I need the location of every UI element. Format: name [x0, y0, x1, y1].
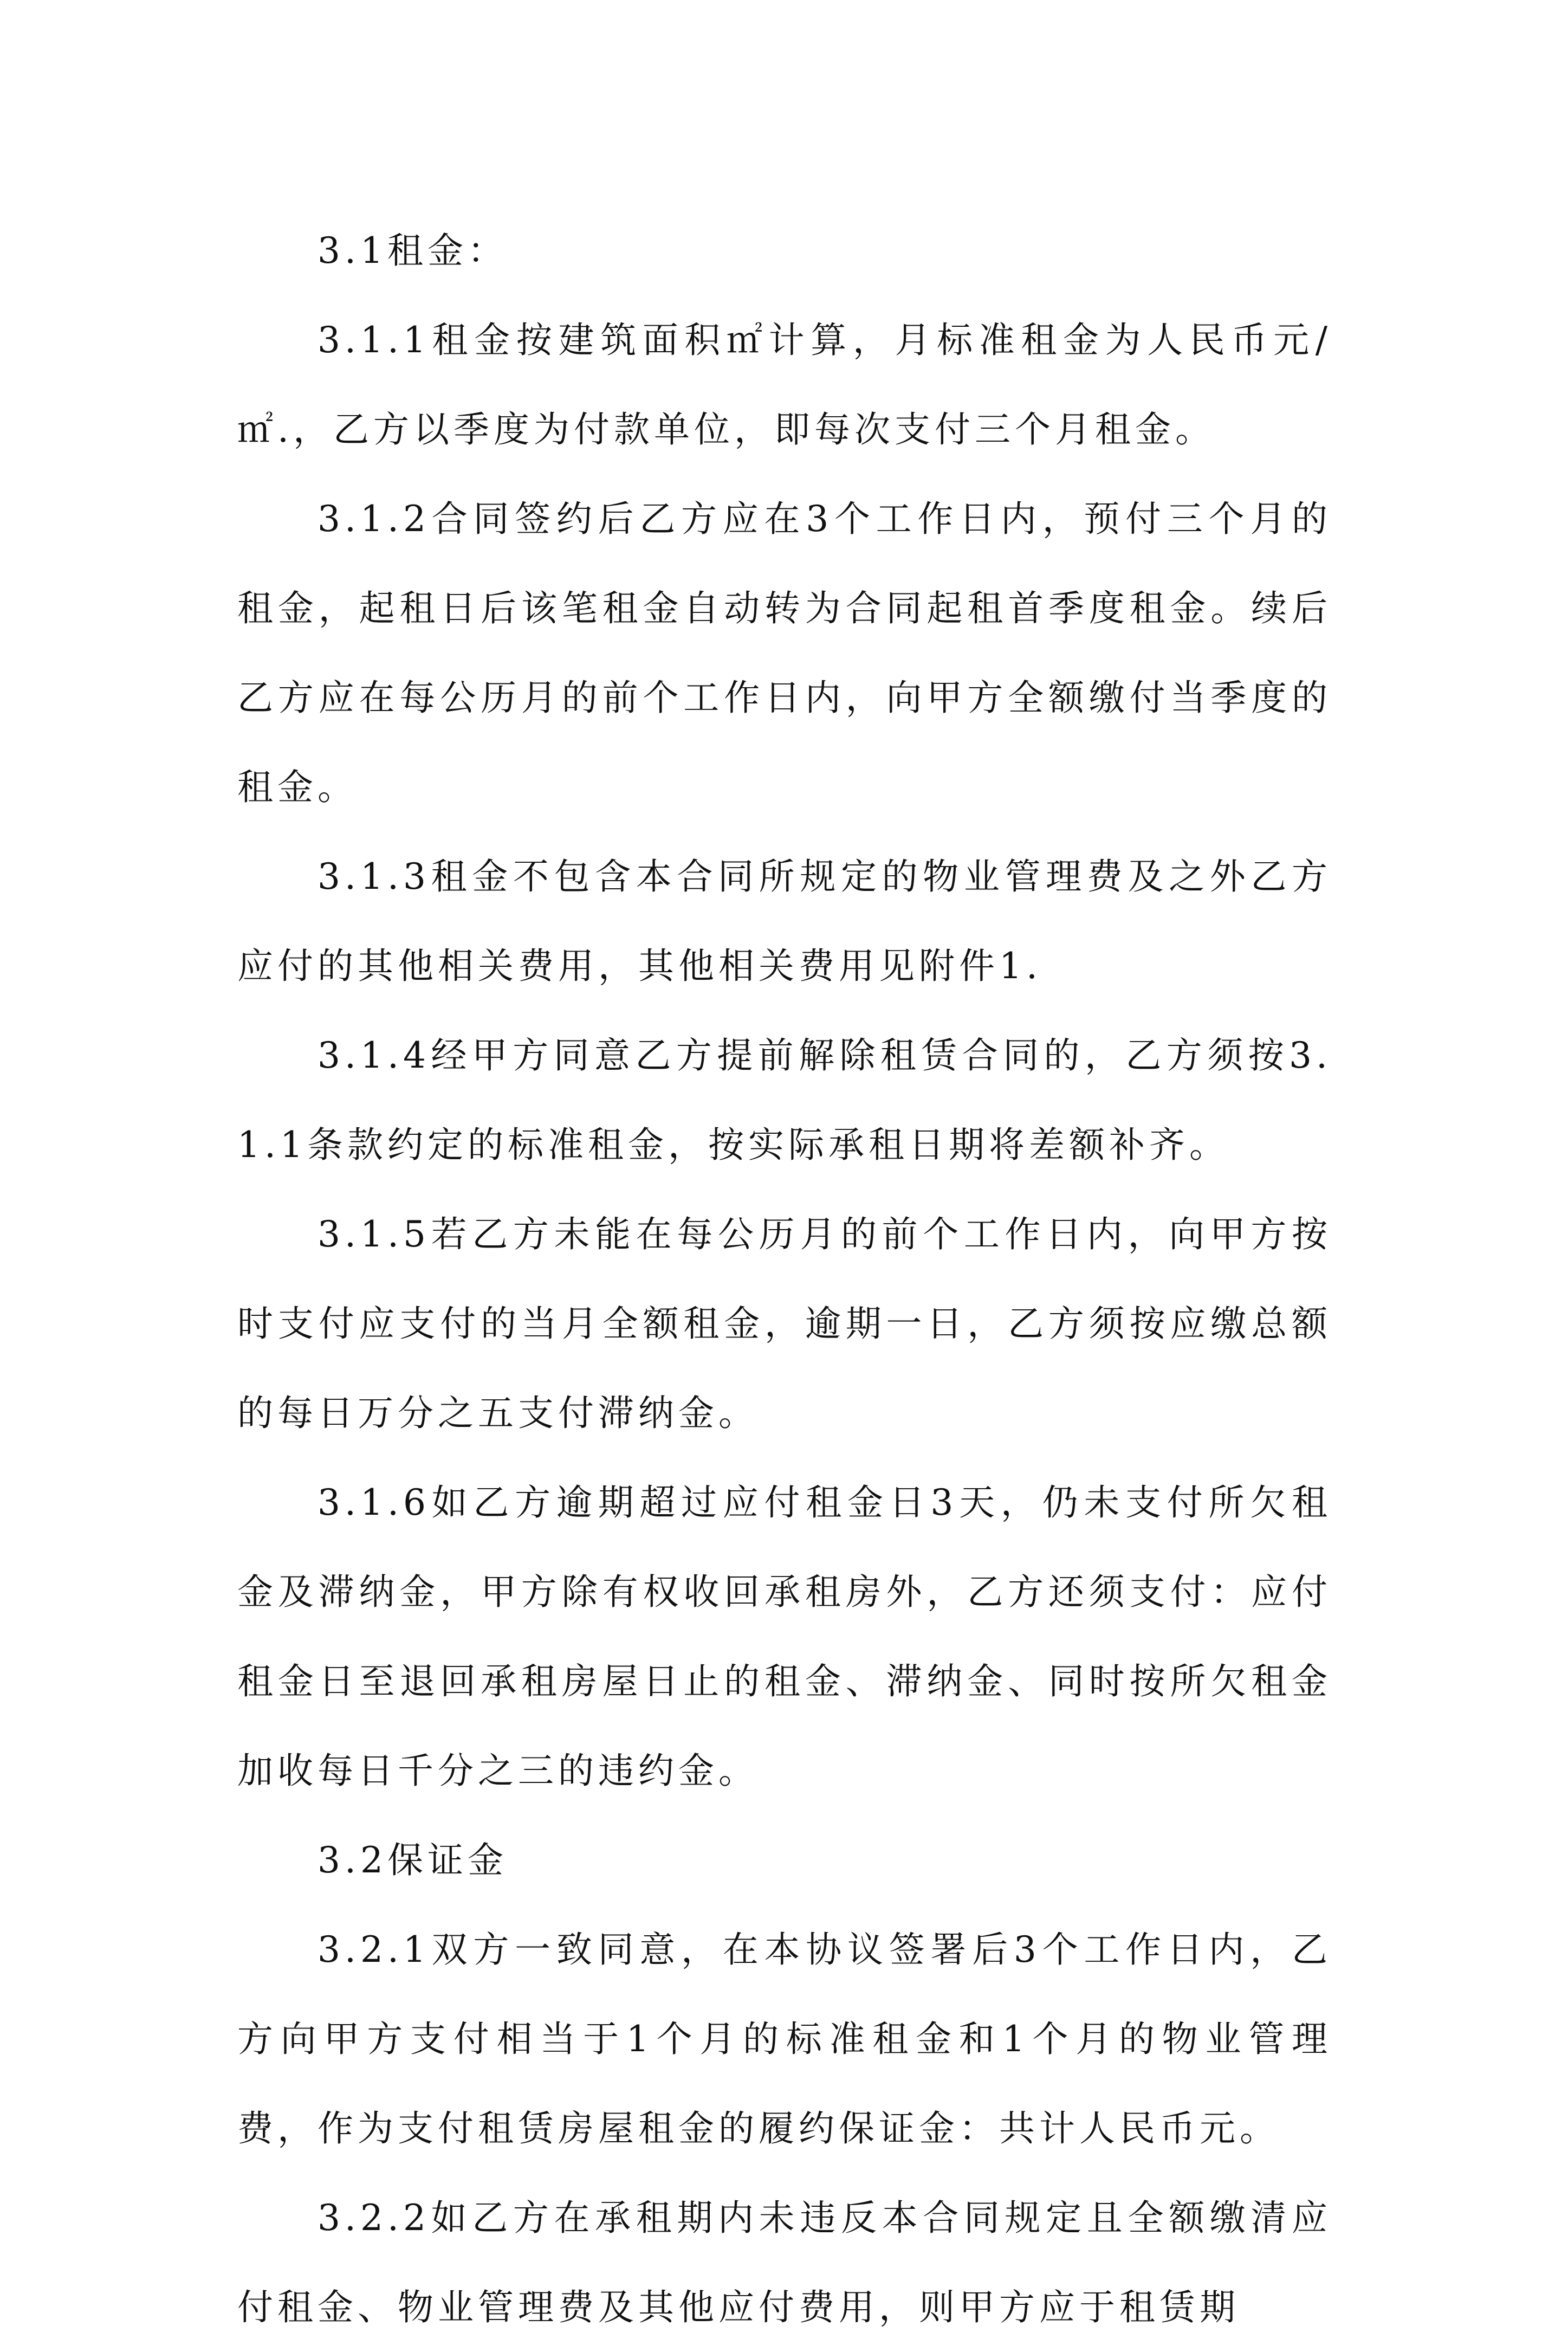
- clause-3-1-1: 3.1.1租金按建筑面积㎡计算，月标准租金为人民币元/㎡.，乙方以季度为付款单位，即每次支付三个月租金。: [237, 319, 1332, 450]
- clause-3-1-4: 3.1.4经甲方同意乙方提前解除租赁合同的，乙方须按3.1.1条款约定的标准租金，按实际承租日期将差额补齐。: [237, 1035, 1332, 1166]
- document-body: [237, 206, 1332, 2352]
- clause-3-2-2: 3.2.2如乙方在承租期内未违反本合同规定且全额缴清应付租金、物业管理费及其他应付费用，则甲方应于租赁期: [237, 2197, 1332, 2328]
- clause-3-1-2: 3.1.2合同签约后乙方应在3个工作日内，预付三个月的租金，起租日后该笔租金自动转为合同起租首季度租金。续后乙方应在每公历月的前个工作日内，向甲方全额缴付当季度的租金。: [237, 498, 1332, 808]
- section-3-1-heading: 3.1租金：: [318, 230, 508, 272]
- clause-3-1-3: 3.1.3租金不包含本合同所规定的物业管理费及之外乙方应付的其他相关费用，其他相关费用见附件1.: [237, 856, 1332, 987]
- clause-3-1-5: 3.1.5若乙方未能在每公历月的前个工作日内，向甲方按时支付应支付的当月全额租金，逾期一日，乙方须按应缴总额的每日万分之五支付滞纳金。: [237, 1213, 1332, 1434]
- clause-3-2-1: 3.2.1双方一致同意，在本协议签署后3个工作日内，乙方向甲方支付相当于1个月的标准租金和1个月的物业管理费，作为支付租赁房屋租金的履约保证金：共计人民币元。: [237, 1929, 1332, 2149]
- section-3-2-heading: 3.2保证金: [318, 1839, 508, 1881]
- clause-3-1-6: 3.1.6如乙方逾期超过应付租金日3天，仍未支付所欠租金及滞纳金，甲方除有权收回承租房外，乙方还须支付：应付租金日至退回承租房屋日止的租金、滞纳金、同时按所欠租金加收每日千分之三的违约金。: [237, 1482, 1332, 1792]
